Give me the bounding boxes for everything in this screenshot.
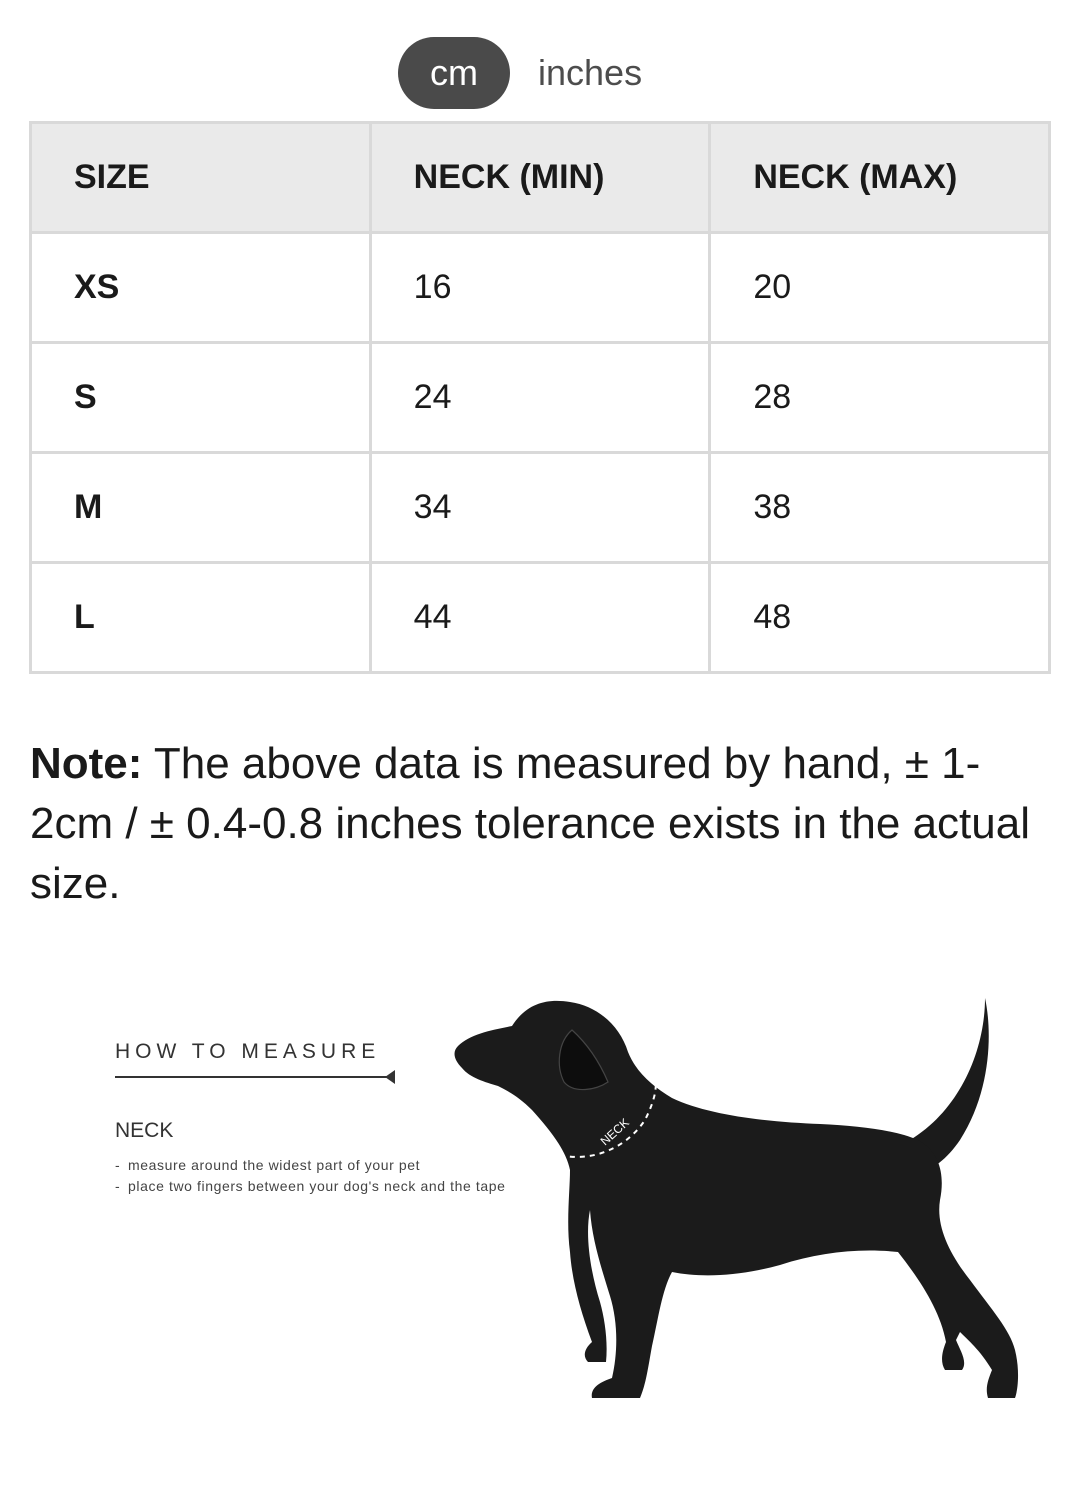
header-size: SIZE bbox=[31, 123, 371, 233]
how-to-measure-title: HOW TO MEASURE bbox=[115, 1040, 381, 1063]
arrow-icon bbox=[385, 1070, 395, 1084]
dog-body bbox=[455, 1001, 1019, 1398]
size-cell: M bbox=[31, 453, 371, 563]
measure-neck-heading: NECK bbox=[115, 1119, 174, 1142]
neck-max-cell: 48 bbox=[710, 563, 1050, 673]
table-row bbox=[31, 233, 1050, 343]
unit-inches-button[interactable]: inches bbox=[538, 52, 643, 93]
neck-max-cell: 38 bbox=[710, 453, 1050, 563]
table-header-row bbox=[31, 123, 1050, 233]
note-label: Note: bbox=[30, 739, 143, 788]
unit-cm-button[interactable]: cm bbox=[398, 37, 510, 109]
size-chart-table bbox=[29, 121, 1051, 674]
note-text: The above data is measured by hand, ± 1-2cm / ± 0.4-0.8 inches tolerance exists in the actual size. bbox=[30, 739, 1030, 908]
dog-silhouette-illustration bbox=[440, 990, 1040, 1420]
table-row bbox=[31, 453, 1050, 563]
list-item: - place two fingers between your dog's neck and the tape bbox=[115, 1178, 506, 1194]
tolerance-note bbox=[30, 734, 1040, 914]
neck-min-cell: 44 bbox=[370, 563, 710, 673]
size-cell: L bbox=[31, 563, 371, 673]
neck-min-cell: 24 bbox=[370, 343, 710, 453]
list-item: - measure around the widest part of your pet bbox=[115, 1157, 421, 1173]
size-cell: XS bbox=[31, 233, 371, 343]
neck-max-cell: 28 bbox=[710, 343, 1050, 453]
table-row bbox=[31, 343, 1050, 453]
header-neck-max: NECK (MAX) bbox=[710, 123, 1050, 233]
neck-min-cell: 16 bbox=[370, 233, 710, 343]
neck-figure-label: NECK bbox=[597, 1115, 632, 1149]
neck-max-cell: 20 bbox=[710, 233, 1050, 343]
size-cell: S bbox=[31, 343, 371, 453]
neck-min-cell: 34 bbox=[370, 453, 710, 563]
table-row bbox=[31, 563, 1050, 673]
title-underline bbox=[115, 1076, 393, 1078]
header-neck-min: NECK (MIN) bbox=[370, 123, 710, 233]
unit-toggle bbox=[398, 37, 642, 109]
